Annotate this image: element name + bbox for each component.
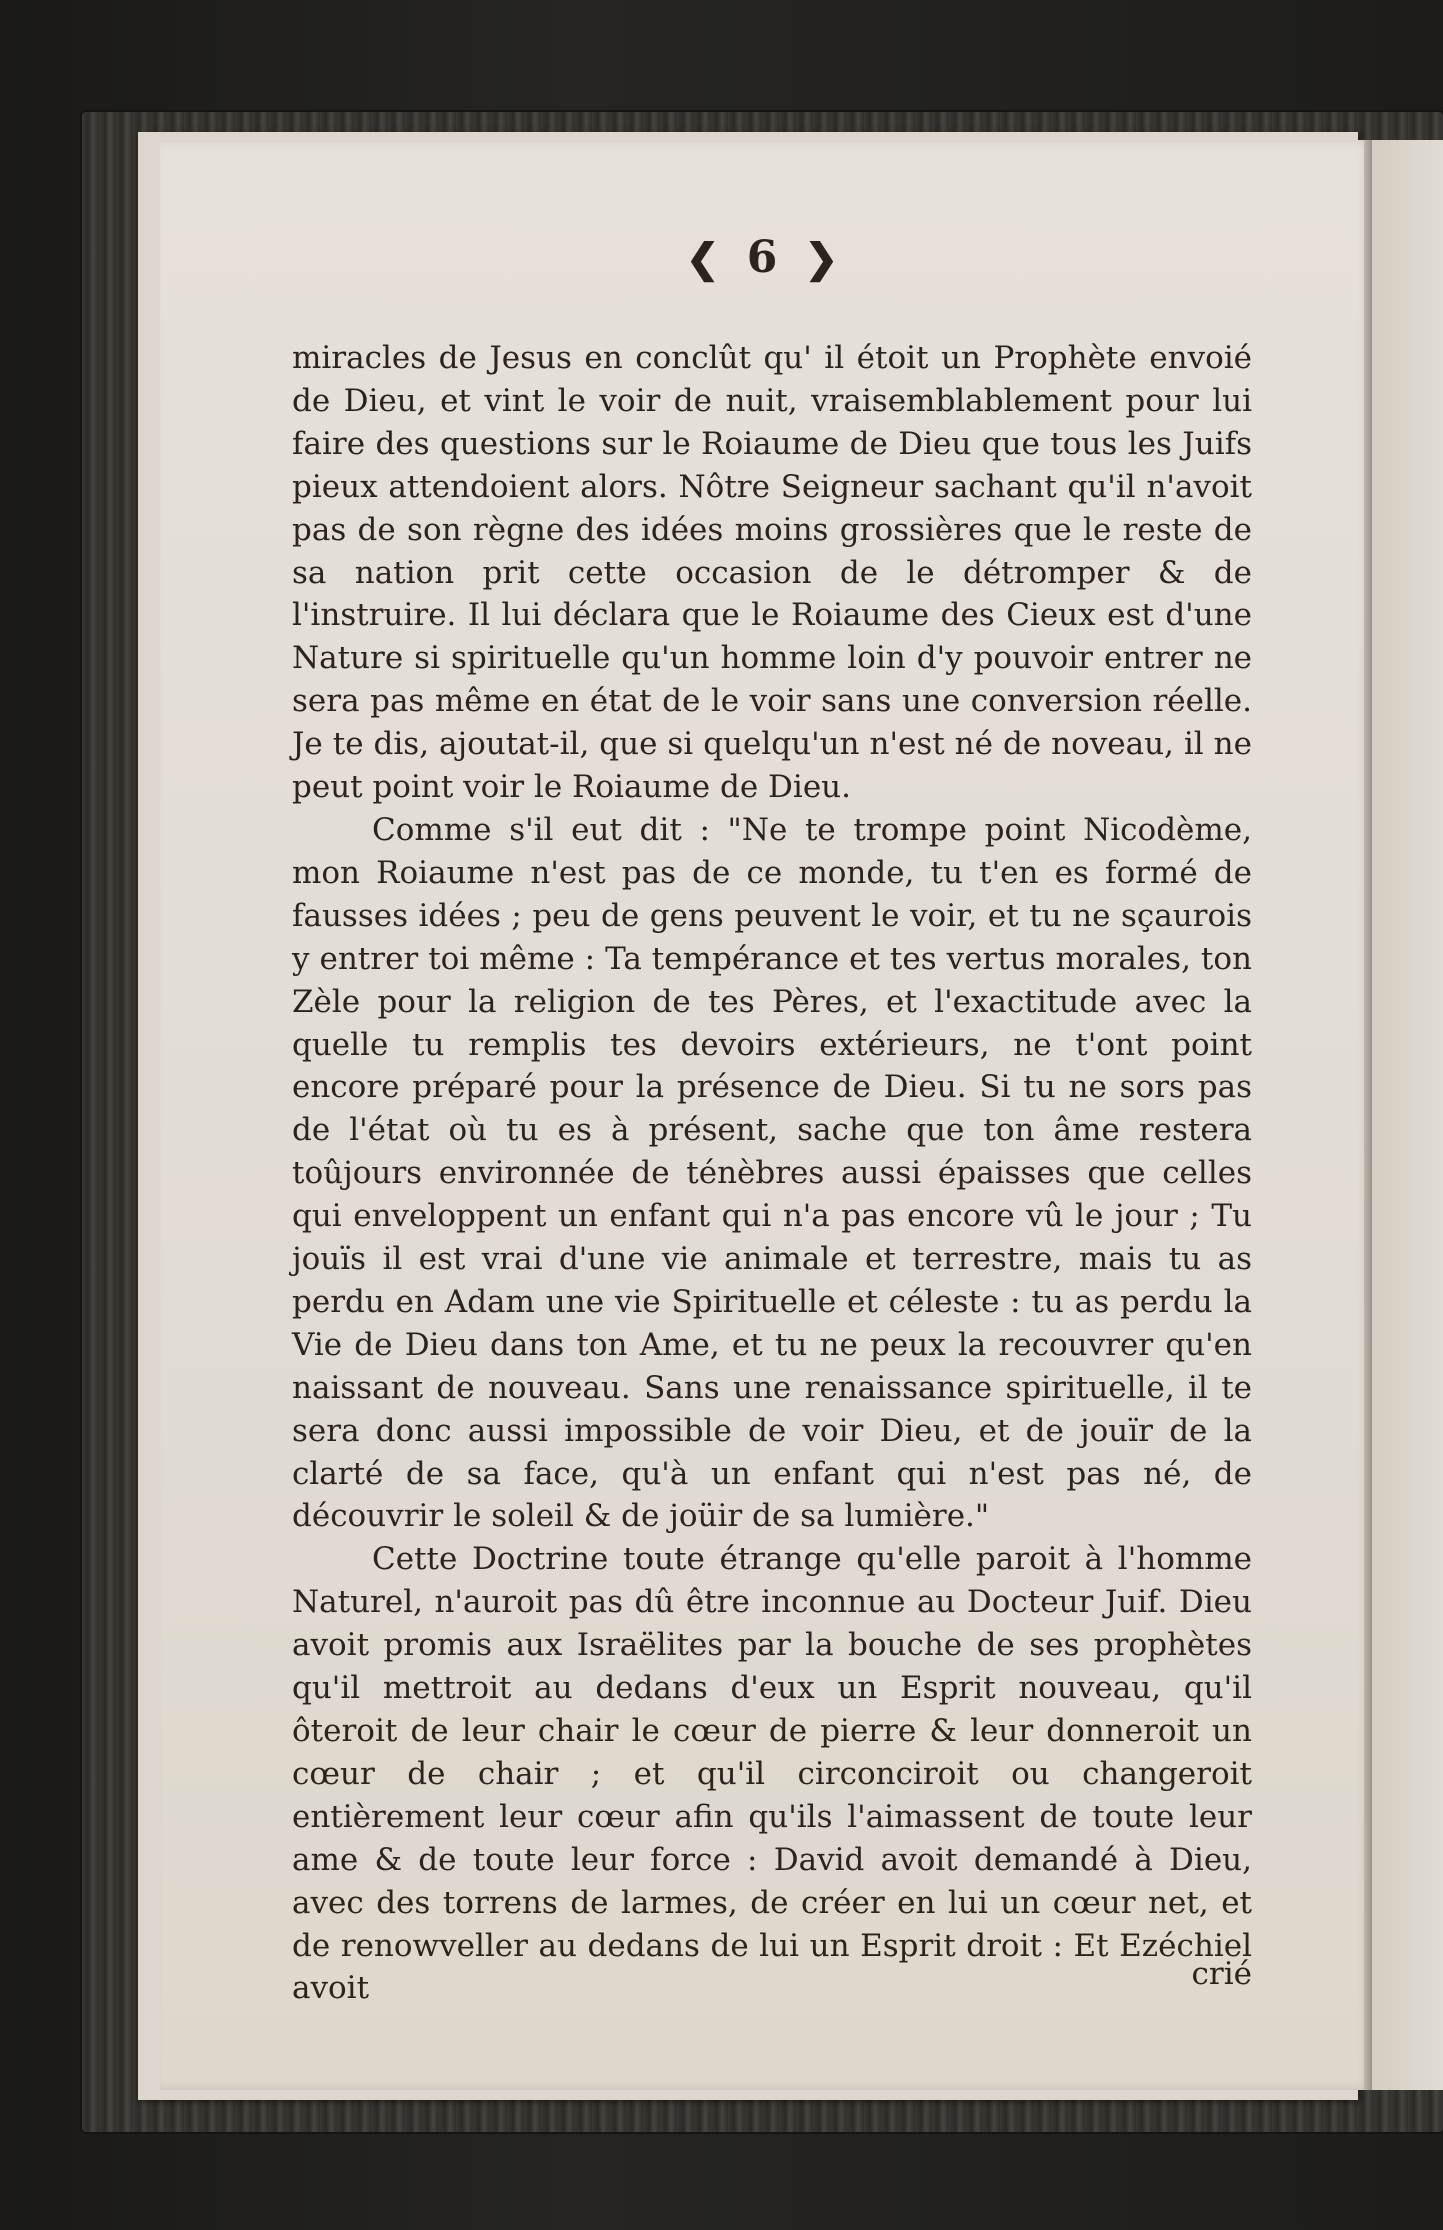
page-number: 6 [746, 232, 784, 283]
paragraph-3: Cette Doctrine toute étrange qu'elle paroit à l'homme Naturel, n'auroit pas dû être inconnue au Docteur Juif. Dieu avoit promis aux Israëlites par la bouche de ses prophètes qu'il mettroit au dedans d'eux un Esprit nouveau, qu'il ôteroit de leur chair le cœur de pierre & leur donneroit un cœur de chair ; et qu'il circonciroit ou changeroit entièrement leur cœur afin qu'ils l'aimassent de toute leur ame & de toute leur force : David avoit demandé à Dieu, avec des torrens de larmes, de créer en lui un cœur net, et de renowveller au dedans de lui un Esprit droit : Et Ezéchiel avoit [292, 1541, 1252, 2007]
ornament-right-icon: ❯ [804, 235, 845, 282]
facing-page-edge [1372, 140, 1443, 2090]
paragraph-1: miracles de Jesus en conclût qu' il étoit un Prophète envoié de Dieu, et vint le voir de nuit, vraisemblablement pour lui faire des questions sur le Roiaume de Dieu que tous les Juifs pieux attendoient alors. Nôtre Seigneur sachant qu'il n'avoit pas de son règne des idées moins grossières que le reste de sa nation prit cette occasion de le détromper & de l'instruire. Il lui déclara que le Roiaume des Cieux est d'une Nature si spirituelle qu'un homme loin d'y pouvoir entrer ne sera pas même en état de le voir sans une conversion réelle. Je te dis, ajoutat-il, que si quelqu'un n'est né de noveau, il ne peut point voir le Roiaume de Dieu. [292, 340, 1252, 806]
ornament-left-icon: ❮ [685, 235, 726, 282]
page-header [0, 232, 1443, 283]
catchword: crié [1191, 1956, 1252, 1992]
page-text [292, 337, 1252, 2010]
paragraph-2: Comme s'il eut dit : "Ne te trompe point Nicodème, mon Roiaume n'est pas de ce monde, tu t'en es formé de fausses idées ; peu de gens peuvent le voir, et tu ne sçaurois y entrer toi même : Ta tempérance et tes vertus morales, ton Zèle pour la religion de tes Pères, et l'exactitude avec la quelle tu remplis tes devoirs extérieurs, ne t'ont point encore préparé pour la présence de Dieu. Si tu ne sors pas de l'état où tu es à présent, sache que ton âme restera toûjours environnée de ténèbres aussi épaisses que celles qui enveloppent un enfant qui n'a pas encore vû le jour ; Tu jouïs il est vrai d'une vie animale et terrestre, mais tu as perdu en Adam une vie Spirituelle et céleste : tu as perdu la Vie de Dieu dans ton Ame, et tu ne peux la recouvrer qu'en naissant de nouveau. Sans une renaissance spirituelle, il te sera donc aussi impossible de voir Dieu, et de jouïr de la clarté de sa face, qu'à un enfant qui n'est pas né, de découvrir le soleil & de joüir de sa lumière." [292, 811, 1252, 1535]
